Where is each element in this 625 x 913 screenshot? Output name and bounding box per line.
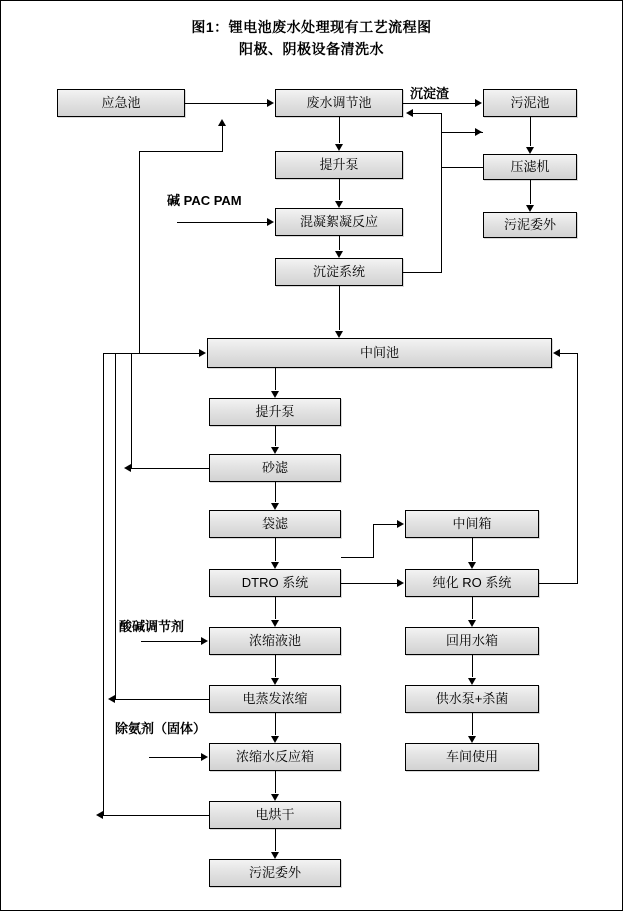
node-bag-filter[interactable]: 袋滤 bbox=[209, 510, 341, 538]
node-wastewater-tank[interactable]: 废水调节池 bbox=[275, 89, 403, 117]
arrowhead-filterpress-return bbox=[406, 109, 413, 117]
edge-sandfilter-backwash-v bbox=[131, 353, 132, 469]
chart-title-line2: 阳极、阴极设备清洗水 bbox=[239, 41, 384, 57]
edge-intermediate-to-liftpump2 bbox=[275, 368, 276, 390]
node-filter-press[interactable]: 压滤机 bbox=[483, 154, 577, 180]
edge-reusetank-to-supplypump bbox=[472, 655, 473, 677]
node-supply-pump-sterilize[interactable]: 供水泵+杀菌 bbox=[405, 685, 539, 713]
arrowhead-liftpump1-to-coag bbox=[335, 201, 343, 208]
arrowhead-sludgepool-to-filterpress bbox=[526, 147, 534, 154]
edge-concentratepool-to-evaporation bbox=[275, 655, 276, 677]
arrowhead-branch-to-intermediatebox bbox=[397, 520, 404, 528]
label-chemical-dosing: 碱 PAC PAM bbox=[167, 193, 242, 208]
arrowhead-supplypump-to-workshop bbox=[468, 736, 476, 743]
edge-dtro-to-concentratepool bbox=[275, 597, 276, 619]
edge-ro-return-v bbox=[577, 353, 578, 584]
edge-filterpress-return-h bbox=[441, 167, 483, 168]
edge-emergency-to-wastewater bbox=[185, 103, 267, 104]
arrowhead-bagfilter-to-dtro bbox=[271, 562, 279, 569]
arrowhead-concentratepool-to-evaporation bbox=[271, 678, 279, 685]
edge-dryer-to-sludgeout2 bbox=[275, 829, 276, 851]
node-electric-dryer[interactable]: 电烘干 bbox=[209, 801, 341, 829]
arrowhead-intermediate-to-liftpump2 bbox=[271, 391, 279, 398]
edge-liftpump2-to-sandfilter bbox=[275, 426, 276, 446]
node-electric-evaporation[interactable]: 电蒸发浓缩 bbox=[209, 685, 341, 713]
edge-dosing-to-coag bbox=[177, 222, 267, 223]
edge-wastewater-to-sludgepool bbox=[403, 103, 475, 104]
arrowhead-intermediatebox-to-ro bbox=[468, 562, 476, 569]
arrowhead-dosing-to-coag bbox=[267, 218, 274, 226]
edge-left-return-to-intermediate bbox=[139, 353, 199, 354]
node-sludge-outsourced-1[interactable]: 污泥委外 bbox=[483, 212, 577, 238]
edge-wastewater-to-liftpump1 bbox=[339, 117, 340, 143]
edge-sediment-sludge-v bbox=[441, 132, 442, 273]
arrowhead-dryer-to-sludgeout2 bbox=[271, 852, 279, 859]
arrowhead-wastewater-to-liftpump1 bbox=[335, 144, 343, 151]
edge-dryer-return-h bbox=[103, 815, 209, 816]
edge-intermediatebox-to-ro bbox=[472, 538, 473, 561]
arrowhead-ammonia-to-reactor bbox=[201, 753, 208, 761]
label-ammonia-remover: 除氨剂（固体） bbox=[115, 721, 207, 736]
arrowhead-coag-to-sediment bbox=[335, 251, 343, 258]
arrowhead-sandfilter-backwash bbox=[124, 464, 131, 472]
edge-sediment-to-intermediate bbox=[339, 286, 340, 330]
node-reuse-water-tank[interactable]: 回用水箱 bbox=[405, 627, 539, 655]
edge-filterpress-to-sludgeout bbox=[530, 180, 531, 204]
edge-sandfilter-to-bagfilter bbox=[275, 482, 276, 502]
arrowhead-sandfilter-to-bagfilter bbox=[271, 503, 279, 510]
arrowhead-left-return-up bbox=[218, 119, 226, 126]
node-intermediate-box[interactable]: 中间箱 bbox=[405, 510, 539, 538]
node-ro-system[interactable]: 纯化 RO 系统 bbox=[405, 569, 539, 597]
arrowhead-phadjust-to-concentratepool bbox=[201, 637, 208, 645]
edge-sandfilter-backwash-h bbox=[131, 468, 209, 469]
arrowhead-dryer-return bbox=[96, 811, 103, 819]
node-lift-pump-2[interactable]: 提升泵 bbox=[209, 398, 341, 426]
edge-ro-return-top bbox=[560, 353, 578, 354]
edge-dtro-to-branch bbox=[341, 557, 374, 558]
arrowhead-wastewater-to-sludgepool bbox=[475, 99, 482, 107]
node-workshop-use[interactable]: 车间使用 bbox=[405, 743, 539, 771]
node-sludge-outsourced-2[interactable]: 污泥委外 bbox=[209, 859, 341, 887]
arrowhead-dtro-to-concentratepool bbox=[271, 620, 279, 627]
edge-phadjust-to-concentratepool bbox=[141, 641, 201, 642]
edge-dtro-to-ro bbox=[341, 583, 397, 584]
edge-filterpress-return-top bbox=[413, 113, 442, 114]
arrowhead-reusetank-to-supplypump bbox=[468, 678, 476, 685]
edge-ammonia-to-reactor bbox=[149, 757, 201, 758]
arrowhead-left-return-to-intermediate bbox=[199, 349, 206, 357]
node-coagulation-flocculation[interactable]: 混凝絮凝反应 bbox=[275, 208, 403, 236]
node-dtro-system[interactable]: DTRO 系统 bbox=[209, 569, 341, 597]
arrowhead-sediment-to-sludgepool bbox=[475, 128, 482, 136]
edge-evaporation-to-reactor bbox=[275, 713, 276, 735]
edge-evaporation-return-h bbox=[115, 699, 209, 700]
edge-branch-to-intermediatebox-v bbox=[373, 524, 374, 557]
node-concentrate-reactor[interactable]: 浓缩水反应箱 bbox=[209, 743, 341, 771]
node-lift-pump-1[interactable]: 提升泵 bbox=[275, 151, 403, 179]
arrowhead-reactor-to-dryer bbox=[271, 794, 279, 801]
edge-left-return-top bbox=[139, 151, 223, 152]
edge-ro-return-h bbox=[539, 583, 577, 584]
edge-dryer-return-v bbox=[103, 353, 104, 816]
chart-title-line1: 图1：锂电池废水处理现有工艺流程图 bbox=[191, 19, 432, 35]
arrowhead-filterpress-to-sludgeout bbox=[526, 205, 534, 212]
node-sand-filter[interactable]: 砂滤 bbox=[209, 454, 341, 482]
arrowhead-liftpump2-to-sandfilter bbox=[271, 447, 279, 454]
edge-reactor-to-dryer bbox=[275, 771, 276, 793]
edge-sediment-sludge-h bbox=[403, 272, 441, 273]
node-intermediate-pool[interactable]: 中间池 bbox=[207, 338, 552, 368]
label-ph-adjuster: 酸碱调节剂 bbox=[119, 619, 185, 634]
edge-evaporation-return-v bbox=[115, 353, 116, 700]
arrowhead-evaporation-return bbox=[108, 695, 115, 703]
edge-liftpump1-to-coag bbox=[339, 179, 340, 200]
edge-bagfilter-to-dtro bbox=[275, 538, 276, 561]
arrowhead-ro-return-to-intermediate bbox=[553, 349, 560, 357]
edge-branch-to-intermediatebox-h bbox=[373, 524, 397, 525]
label-sediment-residue: 沉淀渣 bbox=[410, 86, 450, 101]
arrowhead-dtro-to-ro bbox=[397, 579, 404, 587]
arrowhead-sediment-to-intermediate bbox=[335, 331, 343, 338]
edge-evaporation-return-top bbox=[115, 353, 141, 354]
edge-supplypump-to-workshop bbox=[472, 713, 473, 735]
node-concentrate-pool[interactable]: 浓缩液池 bbox=[209, 627, 341, 655]
node-emergency-pool[interactable]: 应急池 bbox=[57, 89, 185, 117]
edge-coag-to-sediment bbox=[339, 236, 340, 250]
arrowhead-ro-to-reusetank bbox=[468, 620, 476, 627]
arrowhead-emergency-to-wastewater bbox=[267, 99, 274, 107]
arrowhead-evaporation-to-reactor bbox=[271, 736, 279, 743]
edge-sludgepool-to-filterpress bbox=[530, 117, 531, 146]
edge-ro-to-reusetank bbox=[472, 597, 473, 619]
edge-left-return-up bbox=[222, 126, 223, 152]
node-sludge-pool[interactable]: 污泥池 bbox=[483, 89, 577, 117]
edge-dryer-return-top bbox=[103, 353, 117, 354]
edge-left-return-v bbox=[139, 151, 140, 353]
node-sedimentation-system[interactable]: 沉淀系统 bbox=[275, 258, 403, 286]
